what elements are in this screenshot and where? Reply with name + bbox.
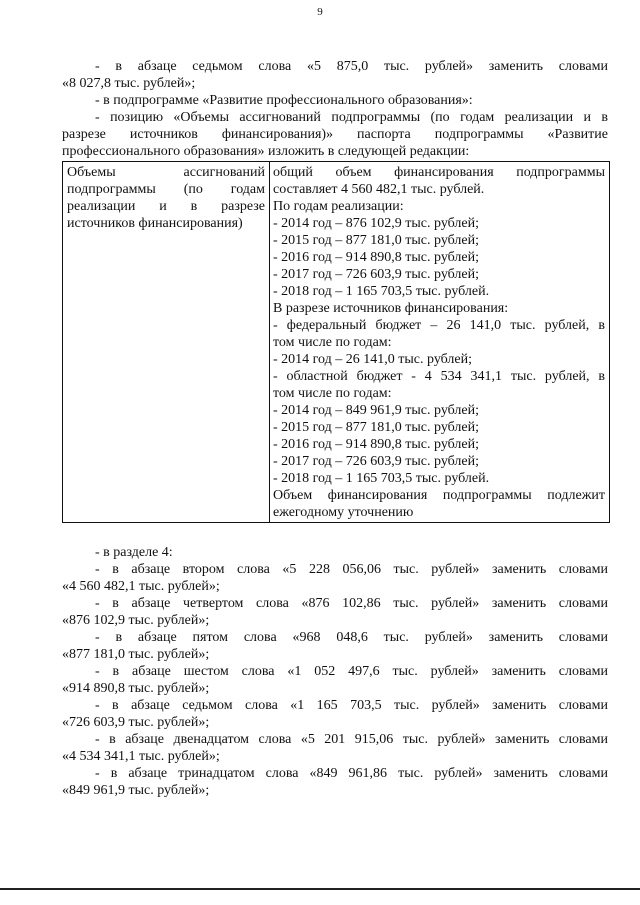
table-right-line-4: - 2014 год – 876 102,9 тыс. рублей; [273,216,480,231]
table-left-line-2: подпрограммы (по годам [67,182,265,197]
table-right-line-10: - федеральный бюджет – 26 141,0 тыс. рублей, в [273,318,605,333]
table-right-line-14: том числе по годам: [273,386,392,401]
bottom-rule [0,888,640,890]
intro-line-2: «8 027,8 тыс. рублей»; [62,76,196,91]
section4-line-1: - в разделе 4: [95,545,173,560]
table-right-line-3: По годам реализации: [273,199,404,214]
table-right-line-15: - 2014 год – 849 961,9 тыс. рублей; [273,403,480,418]
section4-line-7: «877 181,0 тыс. рублей»; [62,647,210,662]
section4-line-10: - в абзаце седьмом слова «1 165 703,5 тыс. рублей» заменить словами [95,698,608,713]
table-right-line-18: - 2017 год – 726 603,9 тыс. рублей; [273,454,480,469]
intro-line-6: профессионального образования» изложить в следующей редакции: [62,144,470,159]
section4-line-12: - в абзаце двенадцатом слова «5 201 915,06 тыс. рублей» заменить словами [95,732,608,747]
table-right-line-20: Объем финансирования подпрограммы подлежит [273,488,605,503]
page-number: 9 [317,6,323,18]
section4-line-3: «4 560 482,1 тыс. рублей»; [62,579,220,594]
intro-line-4: - позицию «Объемы ассигнований подпрограммы (по годам реализации и в [95,110,608,125]
intro-line-3: - в подпрограмме «Развитие профессионального образования»: [95,93,473,108]
table-right-line-9: В разрезе источников финансирования: [273,301,509,316]
table-right-line-1: общий объем финансирования подпрограммы [273,165,605,180]
table-right-line-11: том числе по годам: [273,335,392,350]
table-right-line-5: - 2015 год – 877 181,0 тыс. рублей; [273,233,480,248]
section4-line-2: - в абзаце втором слова «5 228 056,06 тыс. рублей» заменить словами [95,562,608,577]
table-left-line-4: источников финансирования) [67,216,243,231]
table-left-line-1: Объемы ассигнований [67,165,265,180]
section4-line-8: - в абзаце шестом слова «1 052 497,6 тыс. рублей» заменить словами [95,664,608,679]
table-right-line-6: - 2016 год – 914 890,8 тыс. рублей; [273,250,480,265]
section4-line-9: «914 890,8 тыс. рублей»; [62,681,210,696]
table-right-line-8: - 2018 год – 1 165 703,5 тыс. рублей. [273,284,490,299]
table-right-line-16: - 2015 год – 877 181,0 тыс. рублей; [273,420,480,435]
intro-line-1: - в абзаце седьмом слова «5 875,0 тыс. рублей» заменить словами [95,59,608,74]
table-right-line-12: - 2014 год – 26 141,0 тыс. рублей; [273,352,473,367]
table-left-line-3: реализации и в разрезе [67,199,265,214]
section4-line-11: «726 603,9 тыс. рублей»; [62,715,210,730]
section4-line-13: «4 534 341,1 тыс. рублей»; [62,749,220,764]
section4-line-15: «849 961,9 тыс. рублей»; [62,783,210,798]
table-column-divider [269,162,270,522]
table-right-line-7: - 2017 год – 726 603,9 тыс. рублей; [273,267,480,282]
table-right-line-13: - областной бюджет - 4 534 341,1 тыс. рублей, в [273,369,605,384]
section4-line-14: - в абзаце тринадцатом слова «849 961,86 тыс. рублей» заменить словами [95,766,608,781]
section4-line-5: «876 102,9 тыс. рублей»; [62,613,210,628]
section4-line-4: - в абзаце четвертом слова «876 102,86 тыс. рублей» заменить словами [95,596,608,611]
passport-table [62,161,610,523]
table-right-line-21: ежегодному уточнению [273,505,414,520]
table-right-line-19: - 2018 год – 1 165 703,5 тыс. рублей. [273,471,490,486]
intro-line-5: разрезе источников финансирования)» паспорта подпрограммы «Развитие [62,127,608,142]
section4-line-6: - в абзаце пятом слова «968 048,6 тыс. рублей» заменить словами [95,630,608,645]
table-right-line-2: составляет 4 560 482,1 тыс. рублей. [273,182,485,197]
table-right-line-17: - 2016 год – 914 890,8 тыс. рублей; [273,437,480,452]
